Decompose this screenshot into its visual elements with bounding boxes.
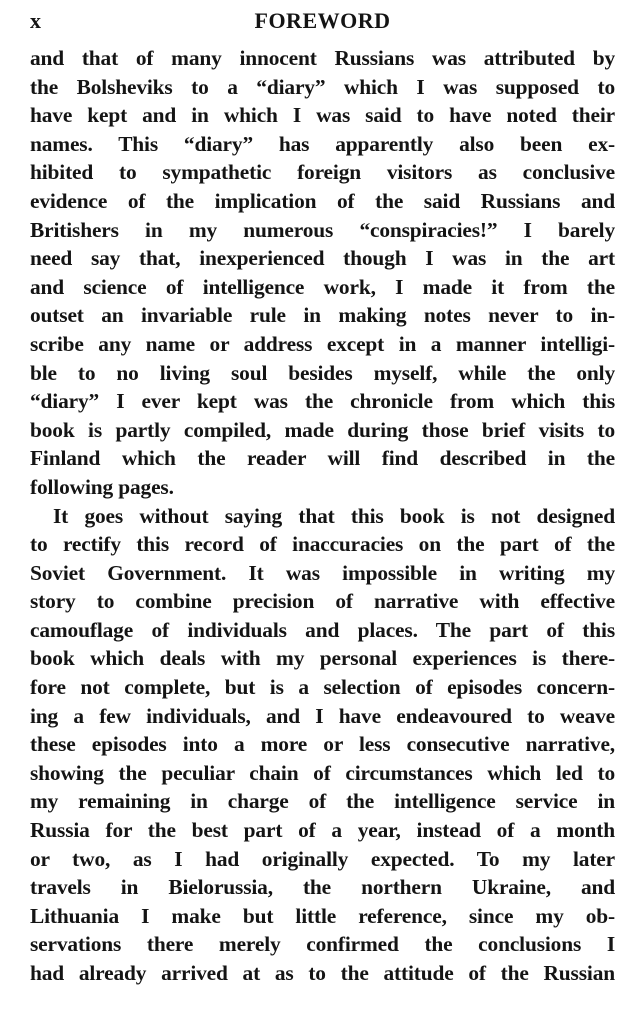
text-line: have kept and in which I was said to have noted their [30,103,615,128]
text-line: outset an invariable rule in making notes never to in- [30,303,615,328]
text-line: showing the peculiar chain of circumstances which led to [30,760,615,785]
text-line: had already arrived at as to the attitude of the Russian [30,961,615,985]
text-line: travels in Bielorussia, the northern Ukraine, and [30,875,615,900]
text-line: need say that, inexperienced though I was in the art [30,246,615,271]
text-line: ble to no living soul besides myself, while the only [30,360,615,385]
text-line: ing a few individuals, and I have endeavoured to weave [30,703,615,728]
text-line: scribe any name or address except in a manner intelligi- [30,331,615,356]
body-text [30,44,615,988]
text-line: “diary” I ever kept was the chronicle from which this [30,389,615,414]
text-line: or two, as I had originally expected. To my later [30,846,615,871]
text-line: and that of many innocent Russians was attributed by [30,46,615,70]
text-line: these episodes into a more or less consecutive narrative, [30,732,615,757]
text-line: to rectify this record of inaccuracies on the part of the [30,532,615,557]
text-line: book which deals with my personal experiences is there- [30,646,615,671]
text-line: Lithuania I make but little reference, since my ob- [30,903,615,928]
text-line: Soviet Government. It was impossible in writing my [30,560,615,585]
text-line: camouflage of individuals and places. The part of this [30,617,615,642]
text-line: Russia for the best part of a year, instead of a month [30,818,615,843]
text-line: hibited to sympathetic foreign visitors as conclusive [30,160,615,185]
page-header [30,6,615,36]
text-line: the Bolsheviks to a “diary” which I was supposed to [30,74,615,99]
text-line: Britishers in my numerous “conspiracies!” I barely [30,217,615,242]
page-number: x [30,8,41,33]
text-line: story to combine precision of narrative with effective [30,589,615,614]
text-line: fore not complete, but is a selection of episodes concern- [30,675,615,700]
text-line: following pages. [30,474,174,499]
text-line: book is partly compiled, made during those brief visits to [30,417,615,442]
text-line: and science of intelligence work, I made it from the [30,274,615,299]
text-line: my remaining in charge of the intelligence service in [30,789,615,814]
text-line: evidence of the implication of the said Russians and [30,188,615,213]
text-line: servations there merely confirmed the conclusions I [30,932,615,957]
running-head: FOREWORD [254,8,391,33]
text-line: names. This “diary” has apparently also been ex- [30,131,615,156]
text-line: It goes without saying that this book is not designed [53,503,615,528]
text-line: Finland which the reader will find described in the [30,446,615,471]
